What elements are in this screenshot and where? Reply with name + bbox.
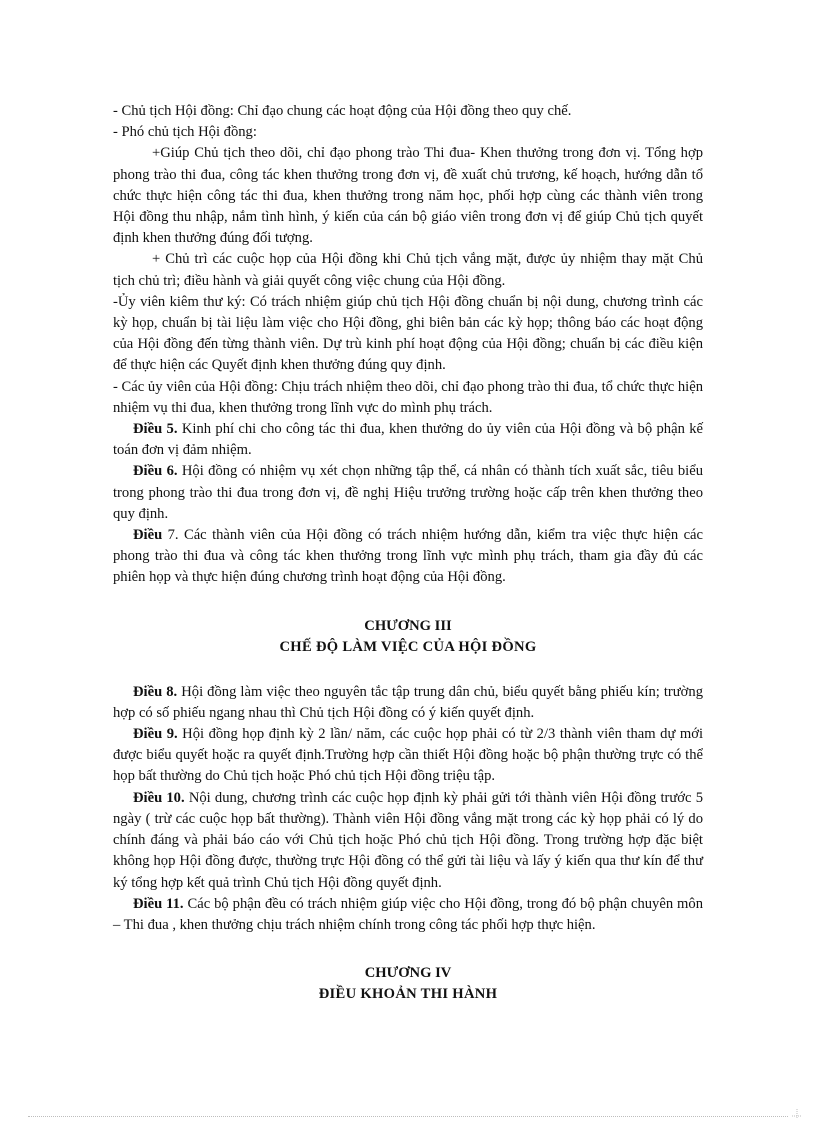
chapter-4-number: CHƯƠNG IV	[364, 965, 452, 982]
corner-mark-icon	[792, 1109, 802, 1119]
article-text: 7. Các thành viên của Hội đồng có trách nhiệm hướng dẫn, kiểm tra việc thực hiện các phong trào thi đua và công tác khen thưởng trong lĩnh vực mình phụ trách, tham gia đầy đủ các phiên họp và thực hiện đúng chương trình hoạt động của Hội đồng.	[113, 527, 703, 586]
chapter-3-title: CHẾ ĐỘ LÀM VIỆC CỦA HỘI ĐỒNG	[279, 638, 537, 655]
article-7	[113, 525, 703, 589]
paragraph-text: + Chủ trì các cuộc họp của Hội đồng khi Chủ tịch vắng mặt, được ủy nhiệm thay mặt Chủ tịch chủ trì; điều hành và giải quyết công việc chung của Hội đồng.	[113, 251, 703, 289]
article-text: Các bộ phận đều có trách nhiệm giúp việc cho Hội đồng, trong đó bộ phận chuyên môn – Thi đua , khen thưởng chịu trách nhiệm chính trong công tác phối hợp thực hiện.	[113, 895, 703, 933]
article-9	[113, 724, 703, 788]
chapter-3-number: CHƯƠNG III	[364, 617, 452, 634]
article-text: Hội đồng có nhiệm vụ xét chọn những tập thể, cá nhân có thành tích xuất sắc, tiêu biểu trong phong trào thi đua trong đơn vị, đề nghị Hiệu trưởng trường hoặc cấp trên khen thưởng theo quy định.	[113, 463, 703, 522]
paragraph-text: - Phó chủ tịch Hội đồng:	[113, 124, 257, 141]
paragraph-text: +Giúp Chủ tịch theo dõi, chỉ đạo phong trào Thi đua- Khen thưởng trong đơn vị. Tổng hợp phong trào thi đua, công tác khen thưởng trong đơn vị, đề xuất chủ trương, kế hoạch, hướng dẫn tổ chức thực hiện công tác thi đua, khen thưởng trong năm học, phối hợp cùng các thành viên trong Hội đồng thu nhập, nắm tình hình, ý kiến của cán bộ giáo viên trong đơn vị để giúp Chủ tịch quyết định khen thưởng đúng đối tượng.	[113, 145, 703, 247]
article-label: Điều 5.	[133, 421, 178, 438]
article-11	[113, 894, 703, 936]
paragraph-secretary	[113, 292, 703, 377]
spacer	[113, 658, 703, 682]
article-6	[113, 461, 703, 525]
paragraph-members	[113, 377, 703, 419]
paragraph-chairman	[113, 101, 703, 122]
article-text: Nội dung, chương trình các cuộc họp định kỳ phải gửi tới thành viên Hội đồng trước 5 ngày ( trừ các cuộc họp bất thường). Thành viên Hội đồng vắng mặt trong các kỳ họp phải có lý do chính đáng và phải báo cáo với Chủ tịch hoặc Phó chủ tịch Hội đồng. Trong trường hợp đặc biệt không họp Hội đồng được, thường trực Hội đồng có thể gửi tài liệu và lấy ý kiến qua thư kín để thư ký tổng hợp kết quả trình Chủ tịch Hội đồng quyết định.	[113, 789, 703, 891]
article-label: Điều 11.	[133, 895, 184, 912]
spacer	[113, 936, 703, 963]
article-text: Hội đồng họp định kỳ 2 lần/ năm, các cuộc họp phải có từ 2/3 thành viên tham dự mới được biểu quyết hoặc ra quyết định.Trường hợp cần thiết Hội đồng hoặc bộ phận thường trực có thể họp bất thường do Chủ tịch hoặc Phó chủ tịch Hội đồng triệu tập.	[113, 726, 704, 785]
paragraph-text: - Chủ tịch Hội đồng: Chỉ đạo chung các hoạt động của Hội đồng theo quy chế.	[113, 103, 572, 119]
article-text: Kinh phí chi cho công tác thi đua, khen thưởng do ủy viên của Hội đồng và bộ phận kế toán đơn vị đảm nhiệm.	[113, 421, 703, 459]
chapter-4-title: ĐIỀU KHOẢN THI HÀNH	[318, 986, 498, 1003]
paragraph-vice-duty-2	[113, 249, 703, 291]
spacer	[113, 589, 703, 616]
article-label: Điều 6.	[133, 463, 178, 480]
paragraph-text: - Các ủy viên của Hội đồng: Chịu trách nhiệm theo dõi, chỉ đạo phong trào thi đua, tổ chức thực hiện nhiệm vụ thi đua, khen thưởng trong lĩnh vực do mình phụ trách.	[113, 378, 703, 416]
document-body	[113, 101, 703, 1005]
page-footer-divider	[28, 1116, 788, 1117]
article-label: Điều 10.	[133, 789, 185, 806]
paragraph-text: -Ủy viên kiêm thư ký: Có trách nhiệm giúp chủ tịch Hội đồng chuẩn bị nội dung, chương trình các kỳ họp, chuẩn bị tài liệu làm việc cho Hội đồng, ghi biên bản các kỳ họp; thông báo các hoạt động của Hội đồng đến từng thành viên. Dự trù kinh phí hoạt động của Hội đồng; chuẩn bị các điều kiện để thực hiện các Quyết định khen thưởng đúng quy định.	[113, 293, 703, 374]
article-10	[113, 788, 703, 894]
article-8	[113, 682, 703, 724]
article-5	[113, 419, 703, 461]
article-label: Điều 8.	[133, 683, 178, 700]
paragraph-vice-duty-1	[113, 143, 703, 249]
paragraph-vice-chairman	[113, 122, 703, 143]
article-label: Điều	[133, 527, 163, 544]
article-text: Hội đồng làm việc theo nguyên tắc tập trung dân chủ, biểu quyết bằng phiếu kín; trường hợp có số phiếu ngang nhau thì Chủ tịch Hội đồng có ý kiến quyết định.	[113, 683, 703, 721]
article-label: Điều 9.	[133, 726, 178, 743]
